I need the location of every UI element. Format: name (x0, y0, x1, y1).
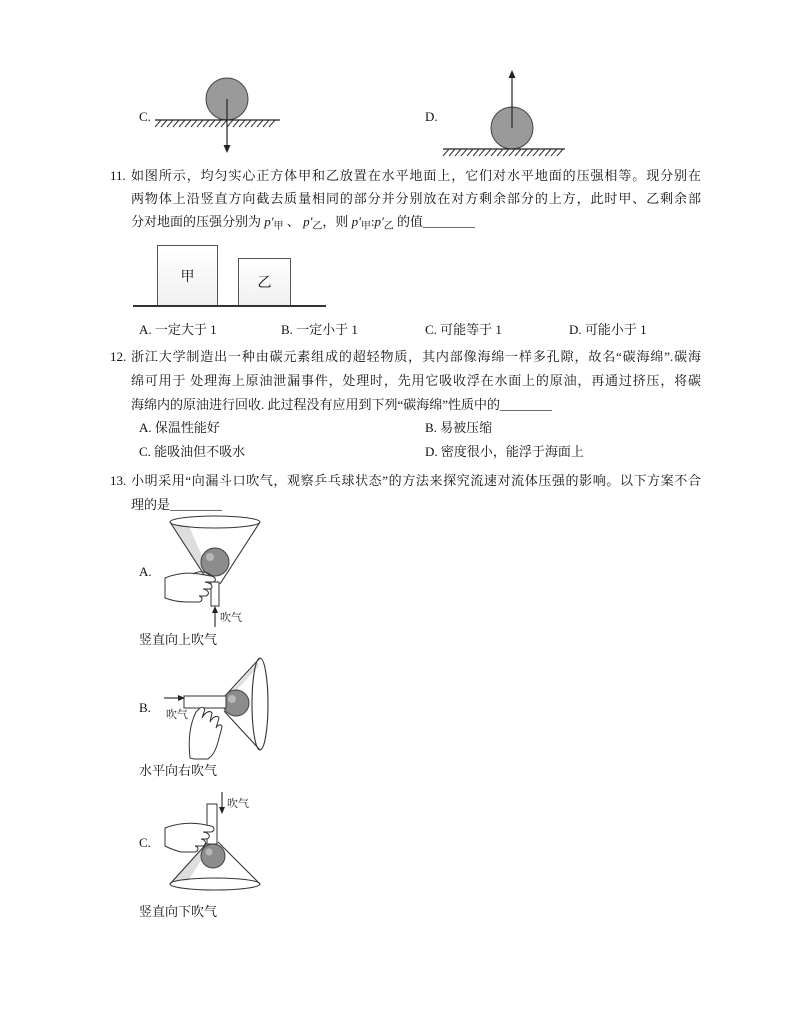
hand-icon (165, 573, 215, 602)
q10-option-d-figure (438, 66, 570, 162)
q13-option-a-caption: 竖直向上吹气 (139, 632, 218, 647)
separator: 、 (283, 214, 304, 229)
ground-hatch (443, 149, 563, 156)
q12-option-b: B. 易被压缩 (425, 420, 493, 435)
q13-option-b-figure-text: 吹气 (166, 708, 188, 721)
q13-option-c-label: C. (139, 835, 151, 850)
q11-option-c: C. 可能等于 1 (425, 322, 502, 337)
subscript-yi: 乙 (312, 221, 323, 231)
q12-line-3: 海绵内的原油进行回收. 此过程没有应用到下列“碳海绵”性质中的________ (131, 397, 553, 412)
funnel-rim (170, 516, 260, 528)
funnel-rim (170, 878, 260, 890)
q10-option-d-label: D. (425, 109, 438, 124)
q12-option-c: C. 能吸油但不吸水 (139, 444, 246, 459)
q12-option-a: A. 保温性能好 (139, 420, 220, 435)
ball-highlight (206, 553, 214, 561)
q11-line-3-post: 的值________ (393, 214, 476, 229)
subscript-jia: 甲 (360, 221, 371, 231)
pressure-symbol: p' (374, 214, 384, 229)
q13-option-a-figure-text: 吹气 (220, 611, 242, 624)
q11-option-a: A. 一定大于 1 (139, 322, 217, 337)
q11-line-3-pre: 分对地面的压强分别为 (131, 214, 265, 229)
hand-icon (189, 707, 222, 759)
funnel-tube (184, 696, 226, 708)
arrowhead-down-icon (219, 807, 225, 814)
ball-highlight (206, 849, 213, 856)
ping-pong-ball (201, 844, 225, 868)
q13-option-a-figure (165, 514, 269, 630)
q13-option-b-label: B. (139, 700, 151, 715)
arrowhead-up-icon (509, 70, 516, 78)
q13-option-c-caption: 竖直向下吹气 (139, 904, 218, 919)
pressure-symbol: p' (303, 214, 313, 229)
arrowhead-up-icon (212, 606, 218, 613)
cube-yi-label: 乙 (257, 276, 272, 291)
ratio-colon: : (370, 214, 375, 229)
q13-option-c-figure (165, 788, 269, 892)
q12-line-1: 浙江大学制造出一种由碳元素组成的超轻物质，其内部像海绵一样多孔隙，故名“碳海绵”.碳海 (131, 349, 701, 364)
cube-jia-label: 甲 (180, 269, 195, 285)
ball-highlight (228, 695, 236, 703)
q13-number: 13. (110, 473, 127, 488)
cube-yi (238, 258, 291, 306)
cube-jia (157, 245, 218, 306)
q11-line-3 (131, 213, 701, 231)
subscript-yi: 乙 (383, 221, 394, 231)
q12-line-2: 绵可用于 处理海上原油泄漏事件，处理时，先用它吸收浮在水面上的原油，再通过挤压，将碳 (131, 373, 701, 388)
pressure-symbol: p' (351, 214, 361, 229)
q10-option-c-label: C. (139, 109, 151, 124)
q13-line-2: 理的是________ (131, 497, 223, 512)
q11-option-b: B. 一定小于 1 (281, 322, 358, 337)
subscript-jia: 甲 (273, 221, 284, 231)
q11-line-1: 如图所示，均匀实心正方体甲和乙放置在水平地面上，它们对水平地面的压强相等。现分别在 (131, 168, 701, 183)
q11-option-d: D. 可能小于 1 (569, 322, 647, 337)
ping-pong-ball (223, 690, 249, 716)
arrowhead-down-icon (224, 145, 231, 153)
ground-line (133, 305, 326, 307)
pressure-symbol: p' (264, 214, 274, 229)
q13-line-1: 小明采用“向漏斗口吹气，观察乒乓球状态”的方法来探究流速对流体压强的影响。以下方案不合 (131, 473, 701, 488)
funnel-rim (252, 658, 268, 750)
q13-option-b-caption: 水平向右吹气 (139, 763, 218, 778)
q10-option-c-figure (150, 70, 290, 158)
q12-number: 12. (110, 349, 127, 364)
q11-line-3-mid: ，则 (322, 214, 352, 229)
q13-option-b-figure (160, 652, 272, 760)
q12-option-d: D. 密度很小，能浮于海面上 (425, 444, 584, 459)
q11-number: 11. (110, 168, 126, 183)
q13-option-a-label: A. (139, 564, 152, 579)
ground-hatch (155, 120, 275, 127)
q11-line-2: 两物体上沿竖直方向截去质量相同的部分并分别放在对方剩余部分的上方，此时甲、乙剩余部 (131, 191, 701, 206)
q13-option-c-figure-text: 吹气 (227, 797, 249, 810)
